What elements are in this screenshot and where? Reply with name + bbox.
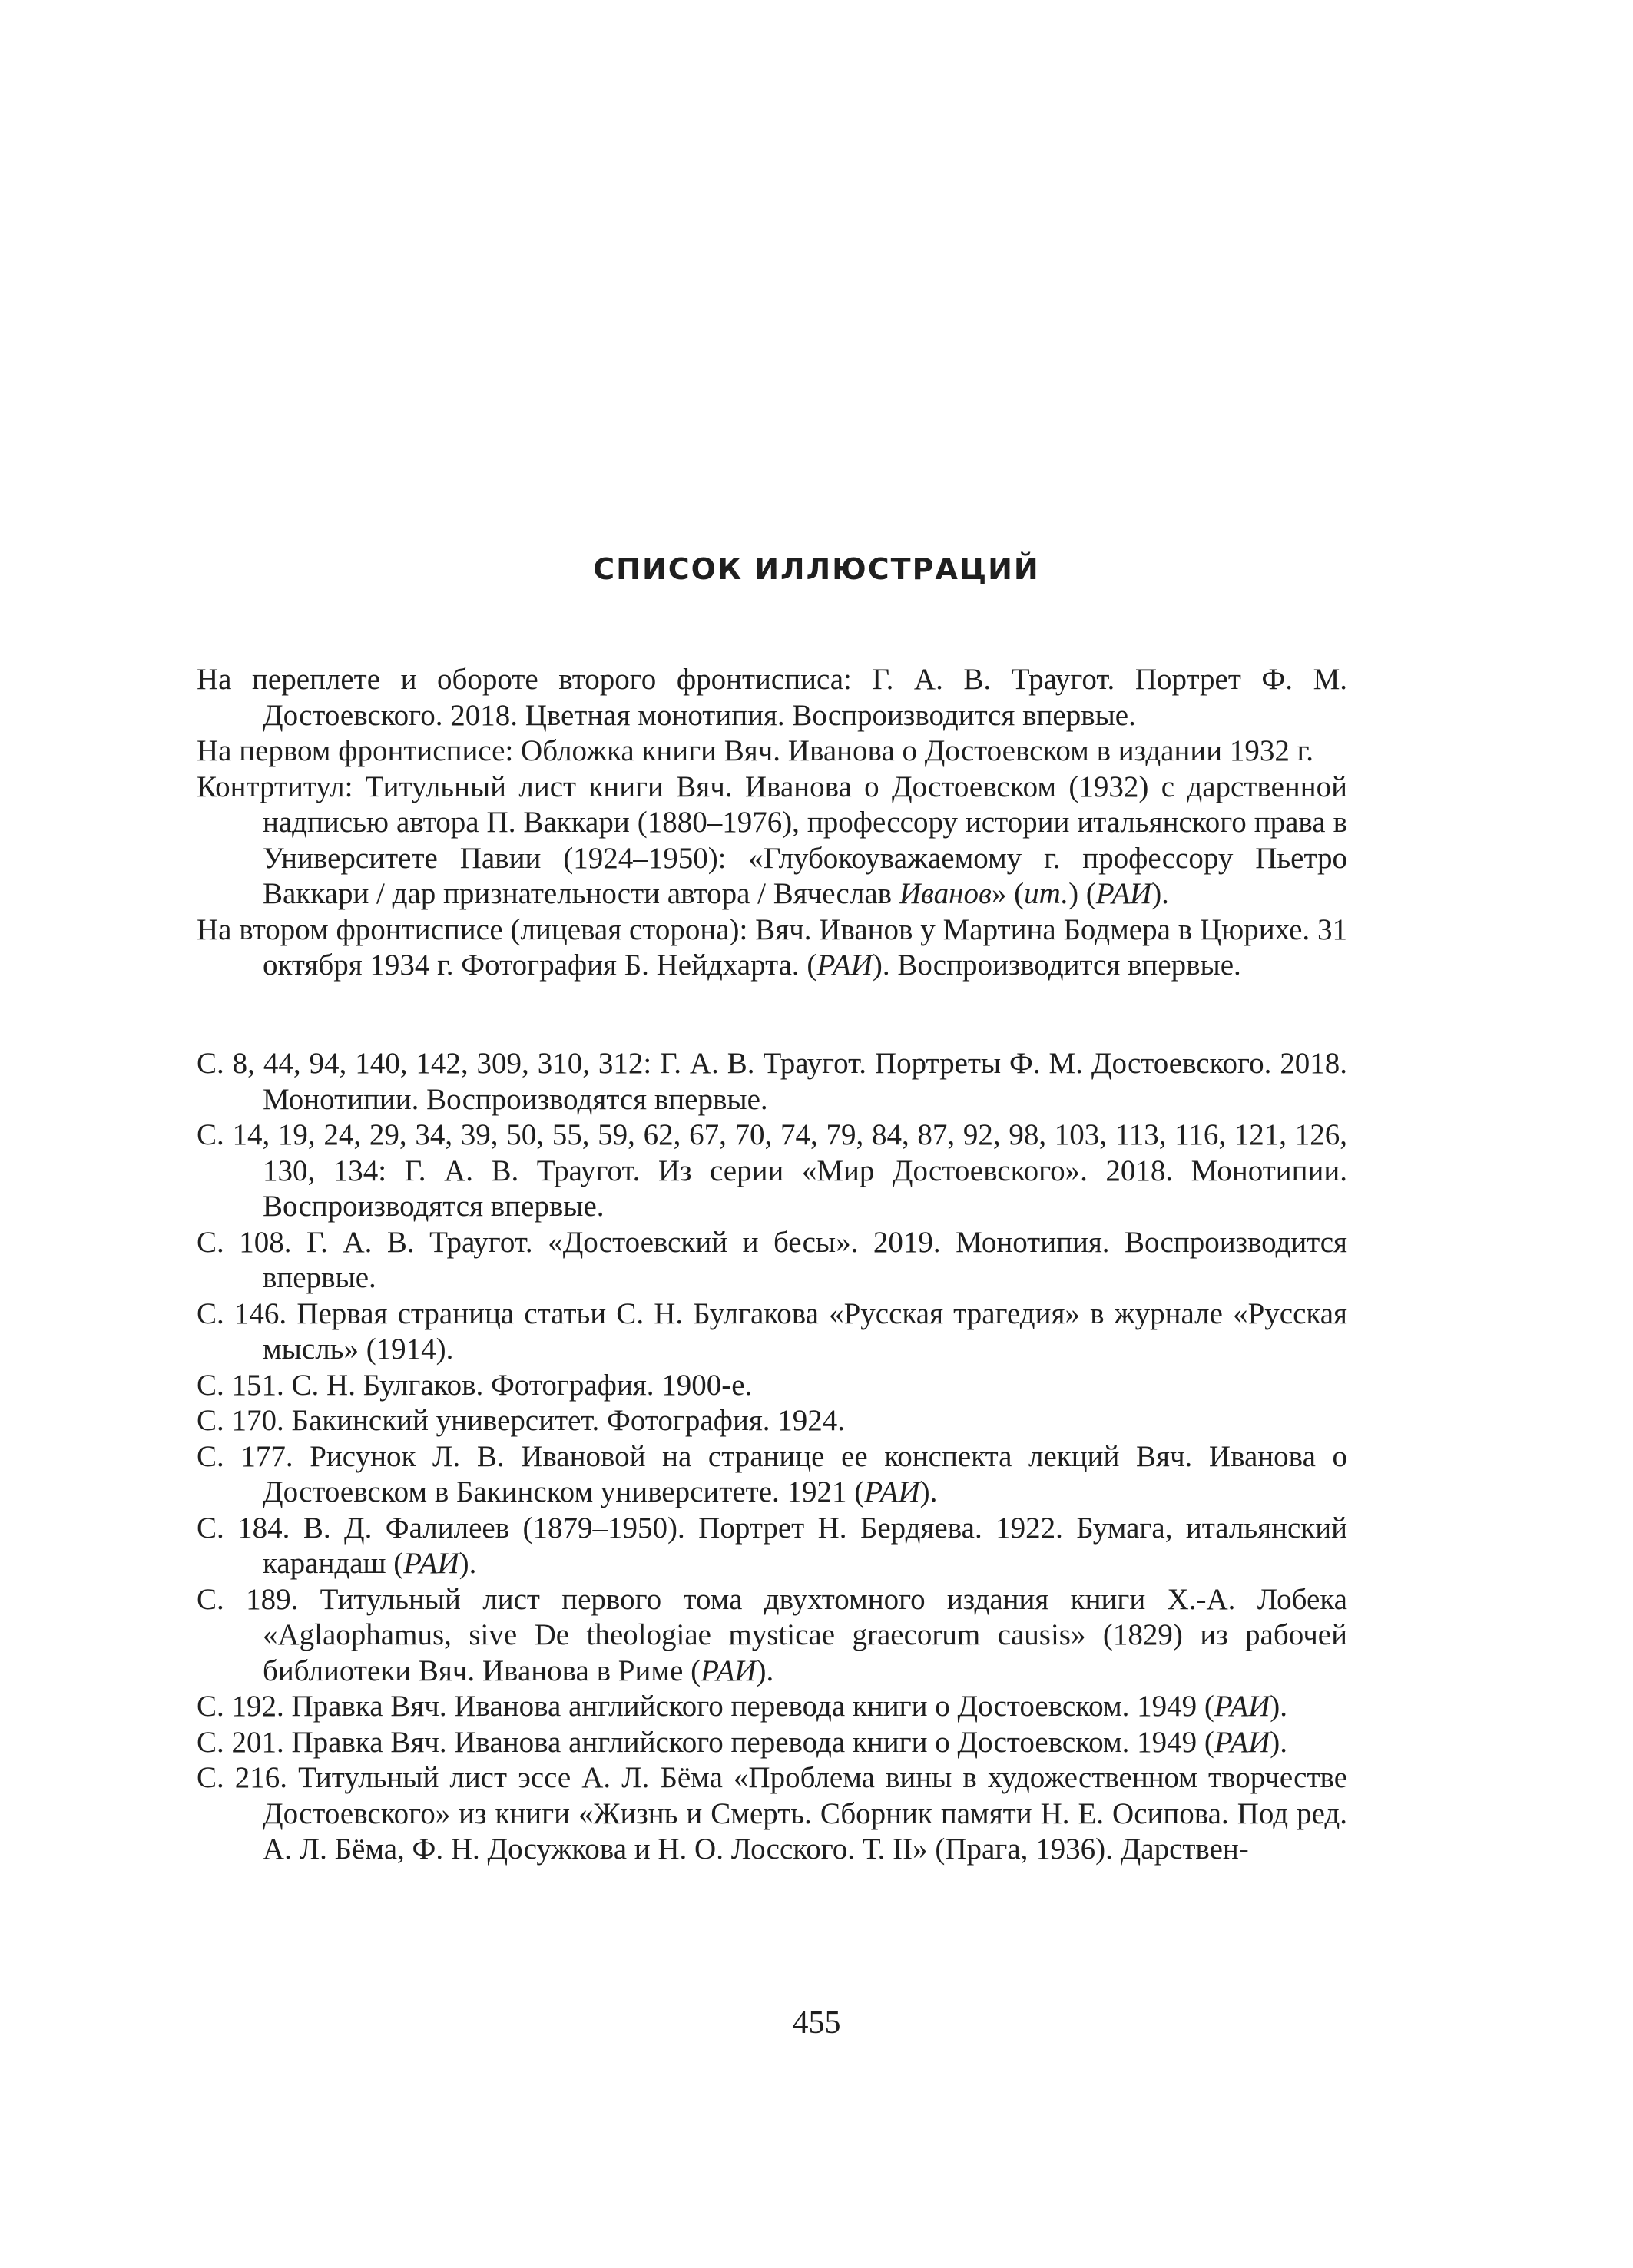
- list-entry: [197, 662, 1347, 733]
- entry-text: На втором фронтисписе (лицевая сторона): Вяч. Иванов у Мартина Бодмера в Цюрихе. 31 октября 1934 г. Фотография Б. Нейдхарта. (: [197, 912, 1347, 982]
- illustrations-list-pages: [197, 1046, 1347, 1868]
- list-entry: [197, 1046, 1347, 1117]
- entry-text: Контртитул: Титульный лист книги Вяч. Иванова о Достоевском (1932) с дарственной надписью автора П. Ваккари (1880–1976), профессору истории итальянского права в Университете Павии (1924–1950): «Глубокоуважаемому г. профессору Пьетро Ваккари / дар признательности автора / Вячеслав: [197, 770, 1347, 910]
- list-entry: [197, 912, 1347, 984]
- entry-text: С. 192. Правка Вяч. Иванова английского перевода книги о Достоевском. 1949 (: [197, 1690, 1214, 1723]
- entry-text: ).: [919, 1475, 938, 1508]
- page-number: 455: [792, 2005, 841, 2041]
- italic-text: РАИ: [1214, 1690, 1270, 1723]
- entry-text: С. 151. С. Н. Булгаков. Фотография. 1900-е.: [197, 1368, 753, 1402]
- entry-text: ).: [756, 1654, 774, 1687]
- entry-text: На переплете и обороте второго фронтисписа: Г. А. В. Траугот. Портрет Ф. М. Достоевского. 2018. Цветная монотипия. Воспроизводится впервые.: [197, 663, 1347, 732]
- list-entry: [197, 1296, 1347, 1368]
- entry-text: С. 189. Титульный лист первого тома двухтомного издания книги Х.-А. Лобека «Aglaophamus, sive De theologiae mysticae graecorum causis» (1829) из рабочей библиотеки Вяч. Иванова в Риме (: [197, 1582, 1347, 1687]
- entry-text: С. 216. Титульный лист эссе А. Л. Бёма «Проблема вины в художественном творчестве Достоевского» из книги «Жизнь и Смерть. Сборник памяти Н. Е. Осипова. Под ред. А. Л. Бёма, Ф. Н. Досужкова и Н. О. Лосского. Т. II» (Прага, 1936). Дарствен-: [197, 1761, 1347, 1866]
- entry-text: С. 201. Правка Вяч. Иванова английского перевода книги о Достоевском. 1949 (: [197, 1725, 1214, 1759]
- list-entry: [197, 1689, 1347, 1725]
- illustrations-list-frontmatter: [197, 662, 1347, 984]
- italic-text: Иванов: [899, 877, 992, 910]
- entry-text: С. 170. Бакинский университет. Фотография. 1924.: [197, 1404, 846, 1437]
- page-title: СПИСОК ИЛЛЮСТРАЦИЙ: [593, 552, 1040, 586]
- entry-text: ).: [1270, 1725, 1287, 1759]
- list-entry: [197, 1582, 1347, 1690]
- list-entry: [197, 770, 1347, 912]
- entry-text: ).: [1151, 877, 1169, 910]
- entry-text: ).: [459, 1547, 477, 1580]
- entry-text: ).: [1270, 1690, 1287, 1723]
- entry-text: С. 146. Первая страница статьи С. Н. Булгакова «Русская трагедия» в журнале «Русская мысль» (1914).: [197, 1296, 1347, 1366]
- list-entry: [197, 733, 1347, 770]
- entry-text: ) (: [1068, 877, 1096, 910]
- italic-text: РАИ: [403, 1547, 459, 1580]
- list-entry: [197, 1117, 1347, 1225]
- italic-text: РАИ: [864, 1475, 920, 1508]
- italic-text: РАИ: [1095, 877, 1152, 910]
- list-entry: [197, 1511, 1347, 1582]
- entry-text: С. 8, 44, 94, 140, 142, 309, 310, 312: Г. А. В. Траугот. Портреты Ф. М. Достоевского. 2018. Монотипии. Воспроизводятся впервые.: [197, 1047, 1347, 1116]
- list-entry: [197, 1760, 1347, 1868]
- entry-text: ). Воспроизводится впервые.: [872, 949, 1241, 982]
- italic-text: РАИ: [701, 1654, 757, 1687]
- list-entry: [197, 1368, 1347, 1404]
- entry-text: С. 14, 19, 24, 29, 34, 39, 50, 55, 59, 62, 67, 70, 74, 79, 84, 87, 92, 98, 103, 113, 116, 121, 126, 130, 134: Г. А. В. Траугот. Из серии «Мир Достоевского». 2018. Монотипии. Воспроизводятся впервые.: [197, 1118, 1347, 1223]
- entry-text: На первом фронтисписе: Обложка книги Вяч. Иванова о Достоевском в издании 1932 г.: [197, 734, 1313, 767]
- italic-text: РАИ: [816, 949, 873, 982]
- entry-text: С. 177. Рисунок Л. В. Ивановой на странице ее конспекта лекций Вяч. Иванова о Достоевском в Бакинском университете. 1921 (: [197, 1439, 1347, 1508]
- list-entry: [197, 1725, 1347, 1761]
- italic-text: ит.: [1024, 877, 1069, 910]
- list-entry: [197, 1403, 1347, 1439]
- entry-text: С. 108. Г. А. В. Траугот. «Достоевский и бесы». 2019. Монотипия. Воспроизводится впервые.: [197, 1225, 1347, 1294]
- list-entry: [197, 1225, 1347, 1296]
- entry-text: » (: [991, 877, 1025, 910]
- italic-text: РАИ: [1214, 1725, 1270, 1759]
- entry-text: С. 184. В. Д. Фалилеев (1879–1950). Портрет Н. Бердяева. 1922. Бумага, итальянский карандаш (: [197, 1511, 1347, 1580]
- list-entry: [197, 1439, 1347, 1511]
